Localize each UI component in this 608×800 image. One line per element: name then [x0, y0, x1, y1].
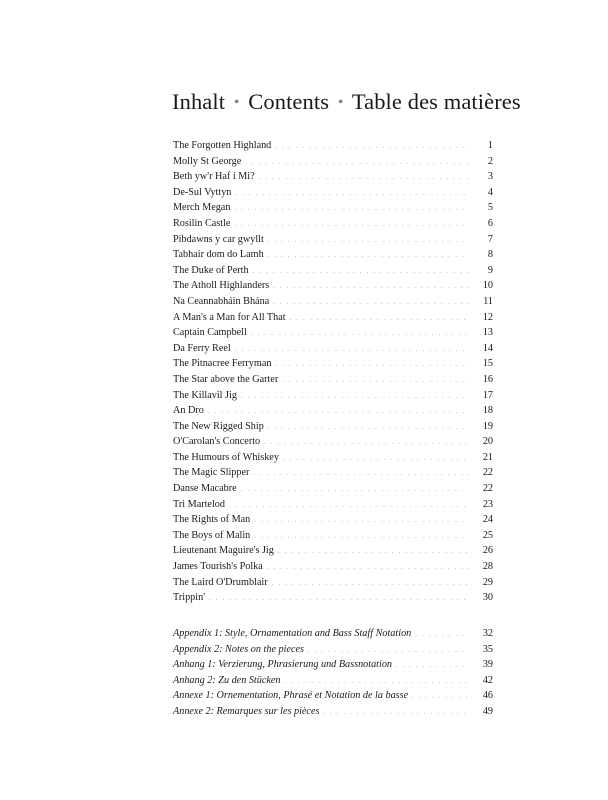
toc-entry-page-number: 9	[487, 264, 493, 276]
toc-entry-page-number: 10	[482, 280, 493, 292]
toc-entry-title: Lieutenant Maguire's Jig	[173, 545, 274, 557]
toc-entry-title: Captain Campbell	[173, 327, 247, 339]
toc-entry-page-number: 12	[482, 311, 493, 323]
dot-leader	[275, 357, 469, 373]
title-french: Table des matières	[351, 89, 521, 115]
dot-leader	[241, 389, 469, 405]
dot-leader	[285, 674, 469, 690]
dot-leader	[235, 186, 469, 202]
toc-entry[interactable]	[173, 278, 493, 294]
dot-leader	[241, 482, 469, 498]
toc-entry[interactable]	[173, 559, 493, 575]
toc-entry[interactable]	[173, 263, 493, 279]
toc-entry[interactable]	[173, 169, 493, 185]
toc-entry[interactable]	[173, 528, 493, 544]
toc-entry-title: Trippin'	[173, 592, 206, 604]
dot-leader	[234, 201, 469, 217]
dot-leader	[268, 420, 469, 436]
toc-entry-page-number: 17	[482, 389, 493, 401]
toc-entry-title: The Killavil Jig	[173, 389, 237, 401]
toc-entry[interactable]	[173, 450, 493, 466]
dot-leader	[273, 279, 469, 295]
toc-entry-page-number: 24	[482, 514, 493, 526]
appendix-entry-title: Appendix 2: Notes on the pieces	[173, 643, 304, 655]
toc-entry-page-number: 19	[482, 420, 493, 432]
dot-leader	[254, 529, 469, 545]
dot-leader	[229, 498, 469, 514]
appendix-entry[interactable]	[173, 704, 493, 720]
toc-entry[interactable]	[173, 200, 493, 216]
toc-entry-title: The Laird O'Drumblair	[173, 576, 268, 588]
toc-entry[interactable]	[173, 465, 493, 481]
toc-entry[interactable]	[173, 154, 493, 170]
toc-entry-title: De-Sul Vyttyn	[173, 186, 232, 198]
dot-leader	[267, 560, 469, 576]
dot-leader	[254, 513, 469, 529]
appendix-entry[interactable]	[173, 688, 493, 704]
dot-leader	[273, 295, 469, 311]
toc-entry-page-number: 20	[482, 436, 493, 448]
dot-leader	[245, 155, 469, 171]
toc-entry-page-number: 22	[482, 467, 493, 479]
toc-entry-title: Tri Martelod	[173, 498, 225, 510]
toc-entry[interactable]	[173, 403, 493, 419]
toc-entry-title: Merch Megan	[173, 202, 231, 214]
toc-entry[interactable]	[173, 138, 493, 154]
toc-entry-title: Tabhair dom do Lamh	[173, 249, 264, 261]
dot-leader	[323, 705, 469, 721]
toc-entry-title: The Magic Slipper	[173, 467, 250, 479]
toc-entry-page-number: 14	[482, 342, 493, 354]
toc-entry-title: The Duke of Perth	[173, 264, 249, 276]
toc-entry[interactable]	[173, 341, 493, 357]
toc-entry-title: O'Carolan's Concerto	[173, 436, 261, 448]
toc-entry-page-number: 1	[487, 140, 493, 151]
toc-entry-title: Da Ferry Reel	[173, 342, 231, 354]
toc-entry[interactable]	[173, 216, 493, 232]
toc-entry-title: A Man's a Man for All That	[173, 311, 286, 323]
toc-entry-page-number: 21	[482, 451, 493, 463]
dot-leader	[268, 248, 469, 264]
toc-entry-page-number: 3	[487, 171, 493, 183]
appendix-entry-page-number: 49	[482, 705, 493, 717]
dot-leader	[209, 591, 469, 607]
toc-entry[interactable]	[173, 388, 493, 404]
toc-entry-title: The Forgotten Highland	[173, 140, 272, 151]
appendix-entry-page-number: 42	[482, 674, 493, 686]
toc-entry[interactable]	[173, 294, 493, 310]
appendix-list	[173, 626, 493, 720]
toc-entry-title: The Humours of Whiskey	[173, 451, 279, 463]
toc-entry[interactable]	[173, 590, 493, 606]
dot-leader	[253, 264, 469, 280]
title-separator-2: •	[337, 94, 344, 112]
toc-entry-title: James Tourish's Polka	[173, 561, 263, 573]
toc-entry-page-number: 28	[482, 561, 493, 573]
toc-entry[interactable]	[173, 185, 493, 201]
toc-entry-title: The Rights of Man	[173, 514, 251, 526]
toc-entry[interactable]	[173, 481, 493, 497]
toc-entry-page-number: 6	[487, 217, 493, 229]
dot-leader	[308, 643, 469, 659]
appendix-entry[interactable]	[173, 673, 493, 689]
toc-entry-page-number: 8	[487, 249, 493, 261]
toc-entry[interactable]	[173, 543, 493, 559]
toc-entry-title: Beth yw'r Haf i Mi?	[173, 171, 255, 183]
appendix-entry-page-number: 46	[482, 690, 493, 702]
appendix-entry-page-number: 39	[482, 659, 493, 671]
toc-entry-page-number: 4	[487, 186, 493, 198]
toc-entry-page-number: 18	[482, 405, 493, 417]
dot-leader	[272, 576, 469, 592]
toc-entry[interactable]	[173, 310, 493, 326]
toc-entry[interactable]	[173, 575, 493, 591]
dot-leader	[251, 326, 469, 342]
toc-entry-page-number: 30	[482, 592, 493, 604]
dot-leader	[396, 658, 469, 674]
toc-entry-title: Molly St George	[173, 155, 242, 167]
toc-entry-title: The New Rigged Ship	[173, 420, 264, 432]
title-english: Contents	[248, 89, 330, 115]
toc-entry[interactable]	[173, 372, 493, 388]
toc-entry[interactable]	[173, 512, 493, 528]
toc-entry[interactable]	[173, 497, 493, 513]
toc-entry[interactable]	[173, 232, 493, 248]
dot-leader	[278, 544, 469, 560]
dot-leader	[259, 170, 469, 186]
toc-entry-title: The Star above the Garter	[173, 373, 279, 385]
toc-entry-page-number: 16	[482, 373, 493, 385]
appendix-entry-title: Annexe 2: Remarques sur les pièces	[173, 705, 320, 717]
appendix-entry[interactable]	[173, 626, 493, 642]
toc-entry-title: Na Ceannabháin Bhána	[173, 295, 270, 307]
dot-leader	[264, 435, 469, 451]
toc-entry-page-number: 29	[482, 576, 493, 588]
appendix-entry-title: Appendix 1: Style, Ornamentation and Bass Staff Notation	[173, 628, 412, 639]
toc-entry-title: Danse Macabre	[173, 483, 237, 495]
appendix-entry-page-number: 35	[482, 643, 493, 655]
toc-entry-page-number: 25	[482, 529, 493, 541]
toc-entry-page-number: 15	[482, 358, 493, 370]
toc-entry-page-number: 23	[482, 498, 493, 510]
title-separator-1: •	[233, 94, 240, 112]
toc-entry-page-number: 2	[487, 155, 493, 167]
title-german: Inhalt	[172, 89, 226, 115]
dot-leader	[282, 373, 469, 389]
appendix-entry-title: Anhang 1: Verzierung, Phrasierung und Bassnotation	[173, 659, 393, 671]
dot-leader	[235, 342, 469, 358]
dot-leader	[208, 404, 469, 420]
toc-entry[interactable]	[173, 356, 493, 372]
dot-leader	[412, 689, 469, 705]
toc-entry[interactable]	[173, 434, 493, 450]
dot-leader	[415, 627, 469, 643]
dot-leader	[268, 233, 469, 249]
toc-entry-page-number: 26	[482, 545, 493, 557]
dot-leader	[275, 139, 469, 155]
toc-entry-page-number: 7	[487, 233, 493, 245]
toc-entry[interactable]	[173, 247, 493, 263]
appendix-entry-title: Anhang 2: Zu den Stücken	[173, 674, 281, 686]
toc-entry[interactable]	[173, 325, 493, 341]
contents-list	[173, 138, 493, 606]
toc-entry-title: The Atholl Highlanders	[173, 280, 270, 292]
dot-leader	[253, 466, 469, 482]
toc-entry-title: The Pitnacree Ferryman	[173, 358, 272, 370]
toc-entry-page-number: 11	[483, 295, 493, 307]
dot-leader	[283, 451, 469, 467]
toc-entry[interactable]	[173, 419, 493, 435]
toc-entry-title: Rosilin Castle	[173, 217, 231, 229]
appendix-entry-page-number: 32	[482, 628, 493, 639]
appendix-entry[interactable]	[173, 642, 493, 658]
toc-entry-page-number: 13	[482, 327, 493, 339]
dot-leader	[234, 217, 469, 233]
toc-entry-page-number: 22	[482, 483, 493, 495]
toc-entry-title: An Dro	[173, 405, 204, 417]
toc-entry-title: The Boys of Malin	[173, 529, 251, 541]
toc-entry-title: Pibdawns y car gwyllt	[173, 233, 264, 245]
dot-leader	[290, 311, 469, 327]
appendix-entry-title: Annexe 1: Ornementation, Phrasé et Notation de la basse	[173, 690, 409, 702]
toc-entry-page-number: 5	[487, 202, 493, 214]
page-title	[172, 89, 521, 115]
appendix-entry[interactable]	[173, 657, 493, 673]
